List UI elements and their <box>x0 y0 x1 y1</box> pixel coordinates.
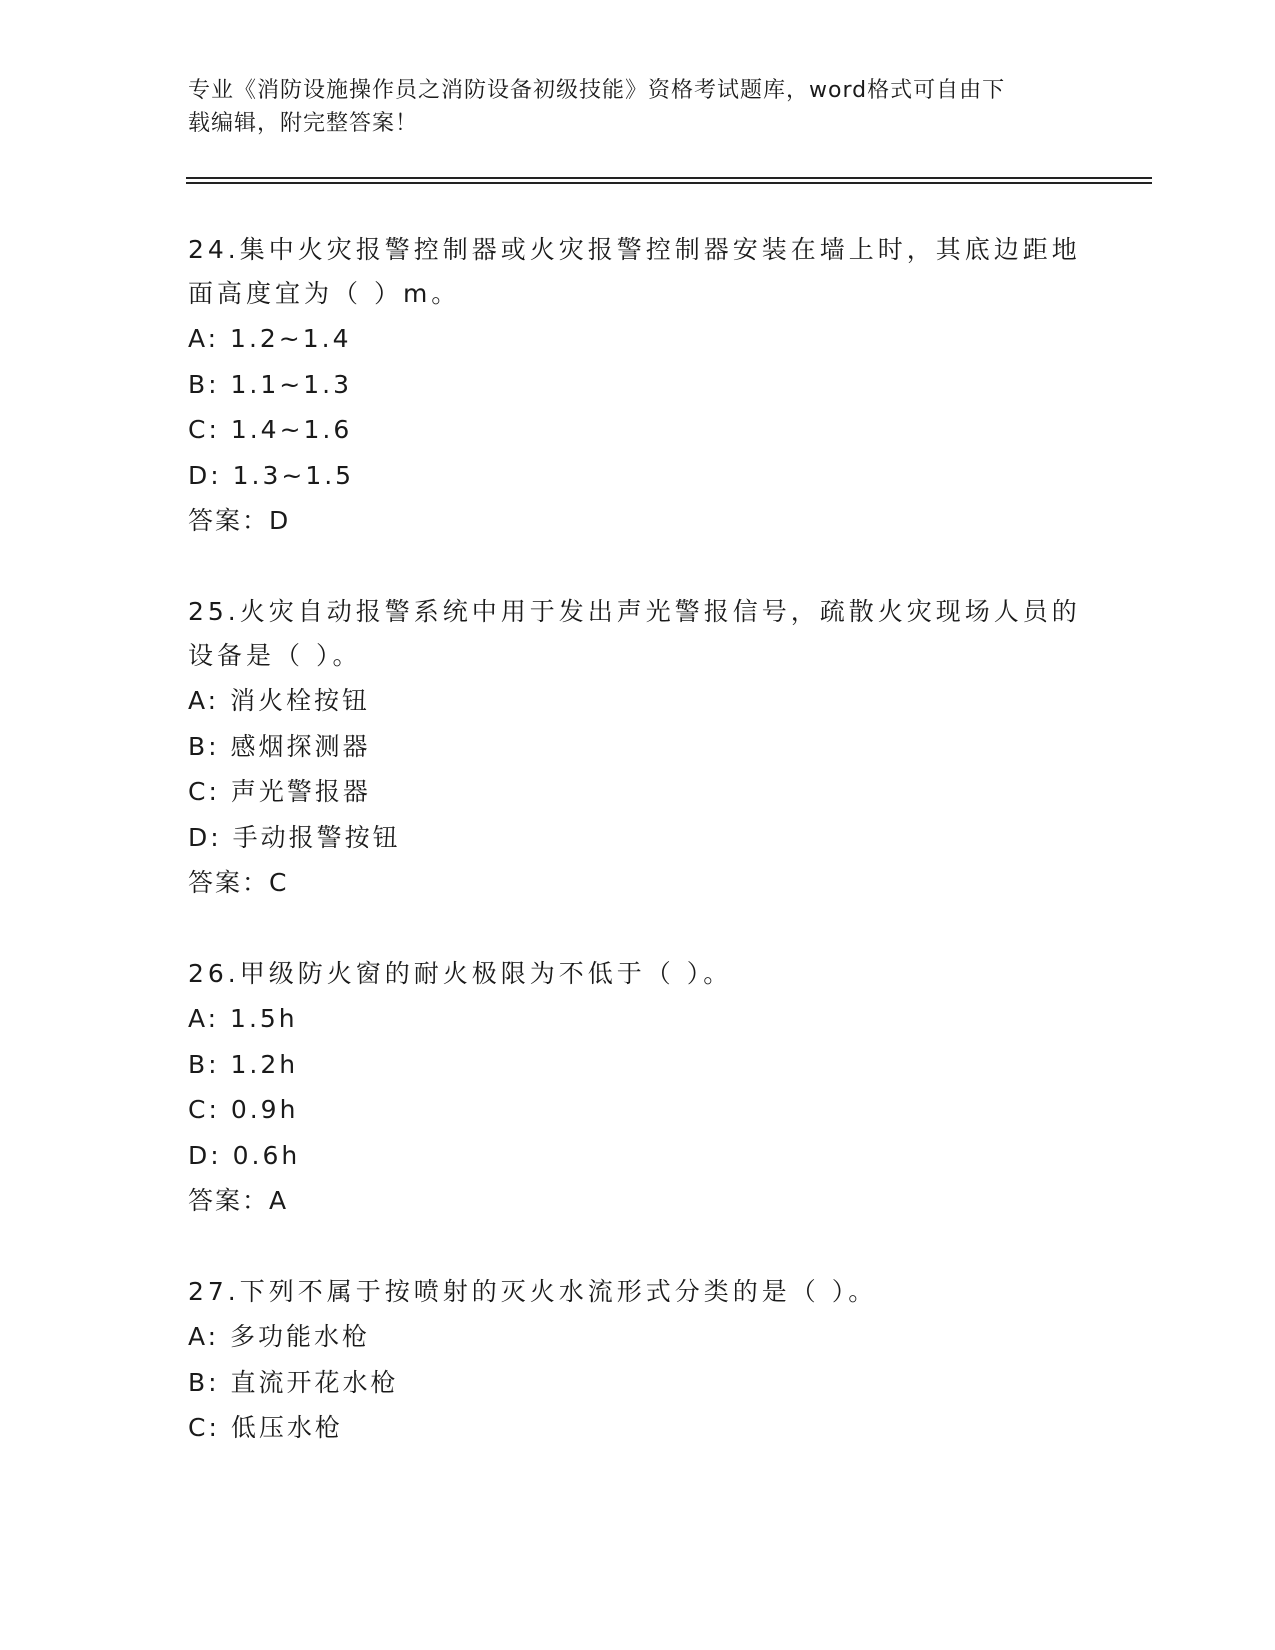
question-25 <box>188 590 1088 906</box>
option-c: C: 1.4~1.6 <box>188 415 353 444</box>
question-stem-line: 24.集中火灾报警控制器或火灾报警控制器安装在墙上时，其底边距地 <box>188 235 1081 264</box>
question-26 <box>188 952 1088 1224</box>
answer: 答案：C <box>188 868 289 897</box>
question-stem-line: 25.火灾自动报警系统中用于发出声光警报信号，疏散火灾现场人员的 <box>188 597 1081 626</box>
option-b: B: 直流开花水枪 <box>188 1367 399 1397</box>
question-stem-line: 设备是（ ）。 <box>188 641 362 670</box>
option-b: B: 感烟探测器 <box>188 731 371 761</box>
option-b: B: 1.1~1.3 <box>188 369 352 399</box>
option-d: D: 手动报警按钮 <box>188 822 401 852</box>
option-a: A: 多功能水枪 <box>188 1322 371 1351</box>
question-24 <box>188 228 1088 544</box>
option-d: D: 1.3~1.5 <box>188 460 355 490</box>
option-d: D: 0.6h <box>188 1140 301 1170</box>
option-c: C: 0.9h <box>188 1095 299 1124</box>
option-a: A: 消火栓按钮 <box>188 686 371 715</box>
document-header <box>188 74 1088 140</box>
answer: 答案：A <box>188 1186 289 1215</box>
header-line-2: 载编辑，附完整答案！ <box>188 111 419 136</box>
question-stem-line: 26.甲级防火窗的耐火极限为不低于（ ）。 <box>188 959 733 988</box>
question-stem-line: 27.下列不属于按喷射的灭火水流形式分类的是（ ）。 <box>188 1277 878 1306</box>
option-b: B: 1.2h <box>188 1049 299 1079</box>
option-a: A: 1.2~1.4 <box>188 324 352 353</box>
header-line-1: 专业《消防设施操作员之消防设备初级技能》资格考试题库，word格式可自由下 <box>188 78 1006 103</box>
option-c: C: 低压水枪 <box>188 1413 343 1442</box>
option-a: A: 1.5h <box>188 1004 298 1033</box>
header-divider-top <box>186 177 1152 179</box>
header-divider-bottom <box>186 182 1152 184</box>
question-27 <box>188 1270 1088 1451</box>
option-c: C: 声光警报器 <box>188 777 371 806</box>
question-stem-line: 面高度宜为（ ）m。 <box>188 279 461 308</box>
answer: 答案：D <box>188 506 291 535</box>
